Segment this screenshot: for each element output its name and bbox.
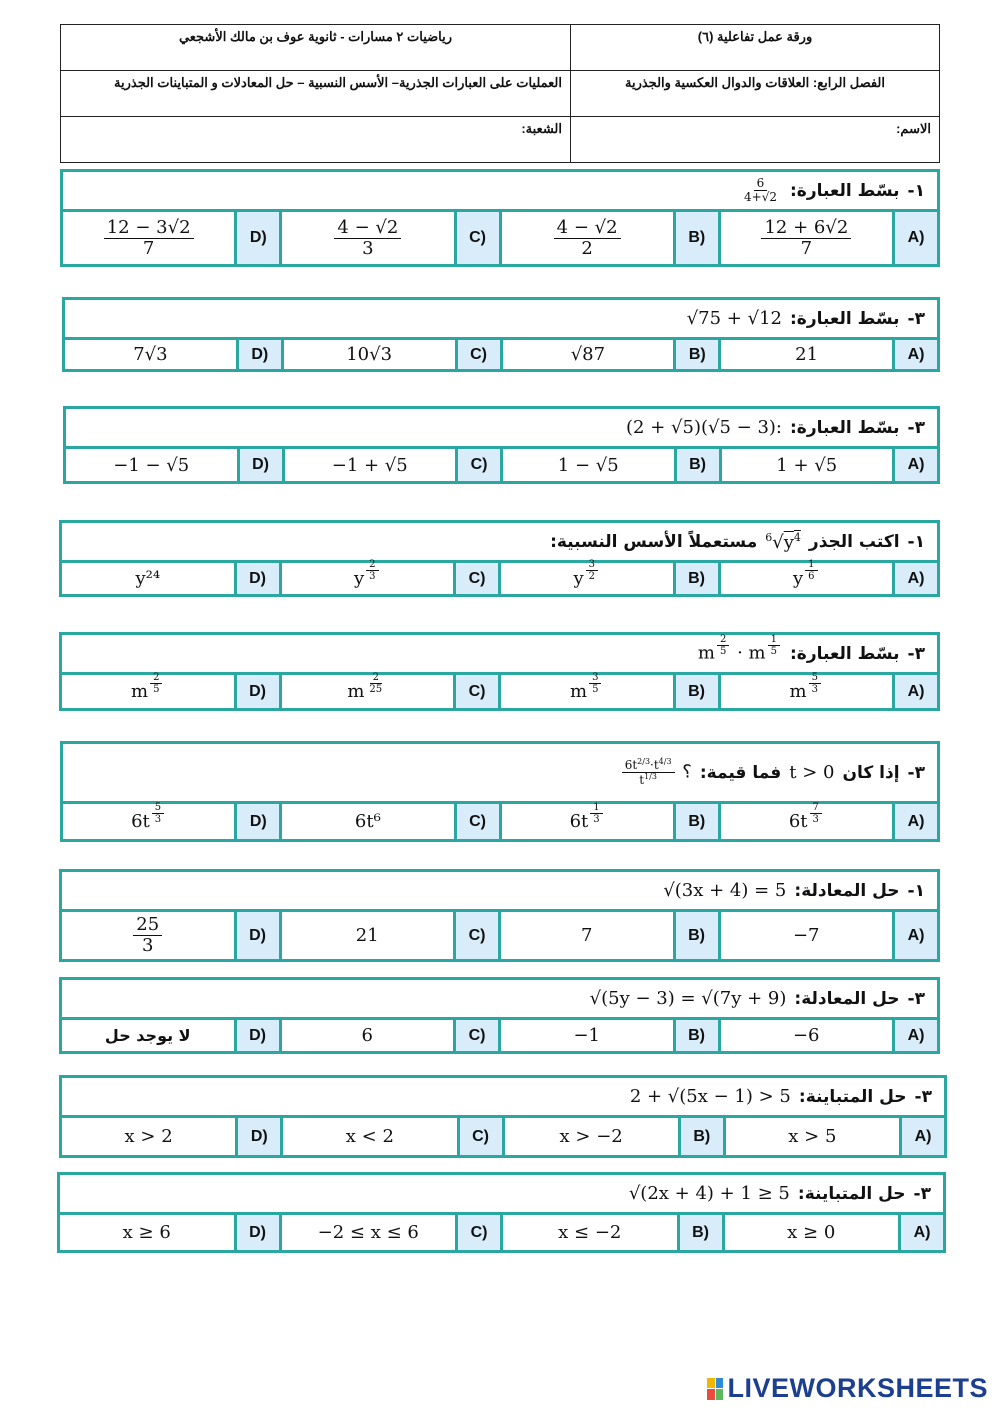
question-text: اكتب الجذر	[808, 531, 900, 552]
option-c-button[interactable]: (C	[453, 912, 498, 959]
option-b-value[interactable]: $\frac{4 - √2}{2}$	[499, 212, 673, 264]
question-text: بسّط العبارة:	[789, 308, 900, 329]
question-condition: t > 0	[789, 762, 835, 783]
question-number: ١-	[907, 531, 925, 552]
question-expression: (2 + √5)(√5 − 3):	[626, 417, 782, 438]
question-number: ٣-	[914, 1086, 932, 1107]
option-a-value[interactable]: −7	[718, 912, 893, 959]
name-label: الاسم:	[571, 117, 940, 163]
option-c-button[interactable]: (C	[454, 212, 499, 264]
option-d-button[interactable]: (D	[234, 675, 279, 708]
option-d-button[interactable]: (D	[234, 912, 279, 959]
option-d-button[interactable]: (D	[234, 563, 279, 594]
option-b-button[interactable]: (B	[674, 449, 719, 481]
question-expression: $\frac{6t^{2/3}\cdot t^{4/3}}{t^{1/3}}$ ؟	[620, 758, 692, 787]
question-number: ٣-	[907, 643, 925, 664]
section-label: الشعبة:	[61, 117, 571, 163]
question-number: ٣-	[913, 1183, 931, 1204]
option-b-value[interactable]: x ≤ −2	[500, 1215, 677, 1250]
option-a-value[interactable]: −6	[718, 1020, 893, 1051]
option-b-button[interactable]: (B	[673, 675, 718, 708]
option-d-value[interactable]: $\frac{25}{3}$	[62, 912, 234, 959]
option-a-button[interactable]: (A	[892, 449, 937, 481]
option-c-value[interactable]: −1 + √5	[282, 449, 456, 481]
question-expression: √75 + √12	[686, 308, 782, 329]
question-1	[60, 169, 940, 267]
option-b-button[interactable]: (B	[673, 912, 718, 959]
question-expression: $^6√y^4$	[765, 530, 801, 553]
question-number: ٣-	[907, 988, 925, 1009]
question-5	[59, 632, 940, 711]
option-d-value[interactable]: x > 2	[124, 1126, 173, 1147]
question-3	[63, 406, 940, 484]
option-a-button[interactable]: (A	[892, 340, 937, 369]
option-c-button[interactable]: (C	[453, 1020, 498, 1051]
option-c-value[interactable]: 10√3	[281, 340, 455, 369]
question-expression: m $\frac{2}{5}$ · m $\frac{1}{5}$	[698, 642, 782, 665]
option-c-value[interactable]: −2 ≤ x ≤ 6	[279, 1215, 456, 1250]
question-prompt	[63, 744, 937, 804]
option-d-button[interactable]: (D	[234, 212, 279, 264]
option-c-value[interactable]: y $\frac{2}{3}$	[279, 563, 454, 594]
option-a-value[interactable]: $\frac{12 + 6√2}{7}$	[718, 212, 892, 264]
question-text: حل المتباينة:	[798, 1086, 907, 1107]
question-prompt	[62, 523, 937, 563]
option-d-button[interactable]: (D	[236, 340, 281, 369]
question-expression: $\frac{6}{4+√2}$	[744, 175, 777, 204]
liveworksheets-logo-icon	[707, 1378, 723, 1400]
question-number: ١-	[907, 880, 925, 901]
option-d-button[interactable]: (D	[234, 804, 279, 839]
option-c-value[interactable]: $\frac{4 - √2}{3}$	[279, 212, 453, 264]
option-a-button[interactable]: (A	[892, 563, 937, 594]
worksheet-header	[60, 24, 940, 163]
question-6	[60, 741, 940, 842]
question-text: بسّط العبارة:	[789, 417, 900, 438]
chapter-title: الفصل الرابع: العلاقات والدوال العكسية والجذرية	[571, 71, 940, 117]
option-c-value[interactable]: m $\frac{2}{25}$	[279, 675, 454, 708]
worksheet-title: ورقة عمل تفاعلية (٦)	[571, 25, 940, 71]
option-c-value[interactable]: x < 2	[280, 1118, 456, 1155]
question-text: حل المعادلة:	[794, 880, 900, 901]
question-2	[62, 297, 940, 372]
option-a-button[interactable]: (A	[892, 675, 937, 708]
question-number: ٣-	[907, 417, 925, 438]
question-text: إذا كان	[842, 762, 900, 783]
option-b-button[interactable]: (B	[678, 1118, 723, 1155]
question-expression: 2 + √(5x − 1) > 5	[629, 1086, 791, 1107]
option-a-button[interactable]: (A	[899, 1118, 944, 1155]
question-prompt	[62, 635, 937, 675]
option-c-button[interactable]: (C	[457, 1118, 502, 1155]
option-b-value[interactable]: √87	[500, 340, 674, 369]
question-4	[59, 520, 940, 597]
question-text-after: مستعملاً الأسس النسبية:	[550, 531, 758, 552]
option-b-value[interactable]: y $\frac{3}{2}$	[498, 563, 673, 594]
option-b-button[interactable]: (B	[673, 340, 718, 369]
question-text: بسّط العبارة:	[789, 180, 900, 201]
option-c-button[interactable]: (C	[454, 804, 499, 839]
option-c-value[interactable]: 6t⁶	[279, 804, 453, 839]
option-b-value[interactable]: 7	[498, 912, 673, 959]
option-d-value[interactable]: m $\frac{2}{5}$	[62, 675, 234, 708]
option-c-button[interactable]: (C	[453, 563, 498, 594]
question-7	[59, 869, 940, 962]
option-c-button[interactable]: (C	[455, 340, 500, 369]
question-expression: √(2x + 4) + 1 ≥ 5	[628, 1183, 790, 1204]
question-text-after: فما قيمة:	[699, 762, 782, 783]
option-b-button[interactable]: (B	[673, 1020, 718, 1051]
option-b-value[interactable]: m $\frac{3}{5}$	[498, 675, 673, 708]
question-prompt	[65, 300, 937, 340]
question-prompt	[62, 980, 937, 1020]
option-c-button[interactable]: (C	[455, 1215, 500, 1250]
option-a-button[interactable]: (A	[892, 912, 937, 959]
option-a-button[interactable]: (A	[892, 804, 937, 839]
question-prompt	[66, 409, 937, 449]
option-d-value[interactable]: x ≥ 6	[122, 1222, 171, 1243]
option-a-value[interactable]: 21	[718, 340, 892, 369]
option-b-button[interactable]: (B	[677, 1215, 722, 1250]
option-b-button[interactable]: (B	[673, 804, 718, 839]
option-c-button[interactable]: (C	[455, 449, 500, 481]
option-a-value[interactable]: 1 + √5	[719, 449, 893, 481]
option-d-value[interactable]: 6t $\frac{5}{3}$	[63, 804, 234, 839]
brand-name: LIVEWORKSHEETS	[727, 1373, 988, 1403]
question-8	[59, 977, 940, 1054]
question-expression: √(3x + 4) = 5	[663, 880, 787, 901]
option-b-value[interactable]: 1 − √5	[500, 449, 674, 481]
option-a-button[interactable]: (A	[892, 1020, 937, 1051]
option-a-value[interactable]: y $\frac{1}{6}$	[718, 563, 893, 594]
question-text: حل المعادلة:	[794, 988, 900, 1009]
question-prompt	[62, 1078, 944, 1118]
option-a-value[interactable]: x ≥ 0	[722, 1215, 899, 1250]
question-text: بسّط العبارة:	[789, 643, 900, 664]
option-d-button[interactable]: (D	[237, 449, 282, 481]
option-d-button[interactable]: (D	[235, 1118, 280, 1155]
option-a-value[interactable]: 6t $\frac{7}{3}$	[718, 804, 892, 839]
option-d-value[interactable]: 7√3	[133, 344, 168, 365]
option-d-value[interactable]: −1 − √5	[113, 454, 190, 476]
option-c-value[interactable]: 6	[279, 1020, 454, 1051]
question-text: حل المتباينة:	[797, 1183, 906, 1204]
question-number: ٣-	[907, 308, 925, 329]
option-b-button[interactable]: (B	[673, 563, 718, 594]
question-prompt	[63, 172, 937, 212]
liveworksheets-logo[interactable]	[707, 1373, 988, 1404]
option-c-value[interactable]: 21	[279, 912, 454, 959]
subject-school: رياضيات ٢ مسارات - ثانوية عوف بن مالك الأشجعي	[61, 25, 571, 71]
option-c-button[interactable]: (C	[453, 675, 498, 708]
option-d-value[interactable]: y²⁴	[135, 568, 161, 589]
question-prompt	[62, 872, 937, 912]
option-d-value[interactable]: $\frac{12 - 3√2}{7}$	[63, 212, 234, 264]
option-b-value[interactable]: x > −2	[502, 1118, 678, 1155]
option-d-button[interactable]: (D	[234, 1020, 279, 1051]
option-a-value[interactable]: m $\frac{5}{3}$	[718, 675, 893, 708]
question-expression: √(5y − 3) = √(7y + 9)	[589, 988, 787, 1009]
option-d-value[interactable]: لا يوجد حل	[104, 1026, 191, 1045]
option-a-button[interactable]: (A	[892, 212, 937, 264]
option-a-value[interactable]: x > 5	[723, 1118, 899, 1155]
option-d-button[interactable]: (D	[234, 1215, 279, 1250]
option-b-button[interactable]: (B	[673, 212, 718, 264]
question-9	[59, 1075, 947, 1158]
question-10	[57, 1172, 946, 1253]
option-a-button[interactable]: (A	[898, 1215, 943, 1250]
question-prompt	[60, 1175, 943, 1215]
topic-title: العمليات على العبارات الجذرية– الأسس النسبية – حل المعادلات و المتباينات الجذرية	[61, 71, 571, 117]
option-b-value[interactable]: 6t $\frac{1}{3}$	[499, 804, 673, 839]
option-b-value[interactable]: −1	[498, 1020, 673, 1051]
question-number: ١-	[907, 180, 925, 201]
question-number: ٣-	[907, 762, 925, 783]
